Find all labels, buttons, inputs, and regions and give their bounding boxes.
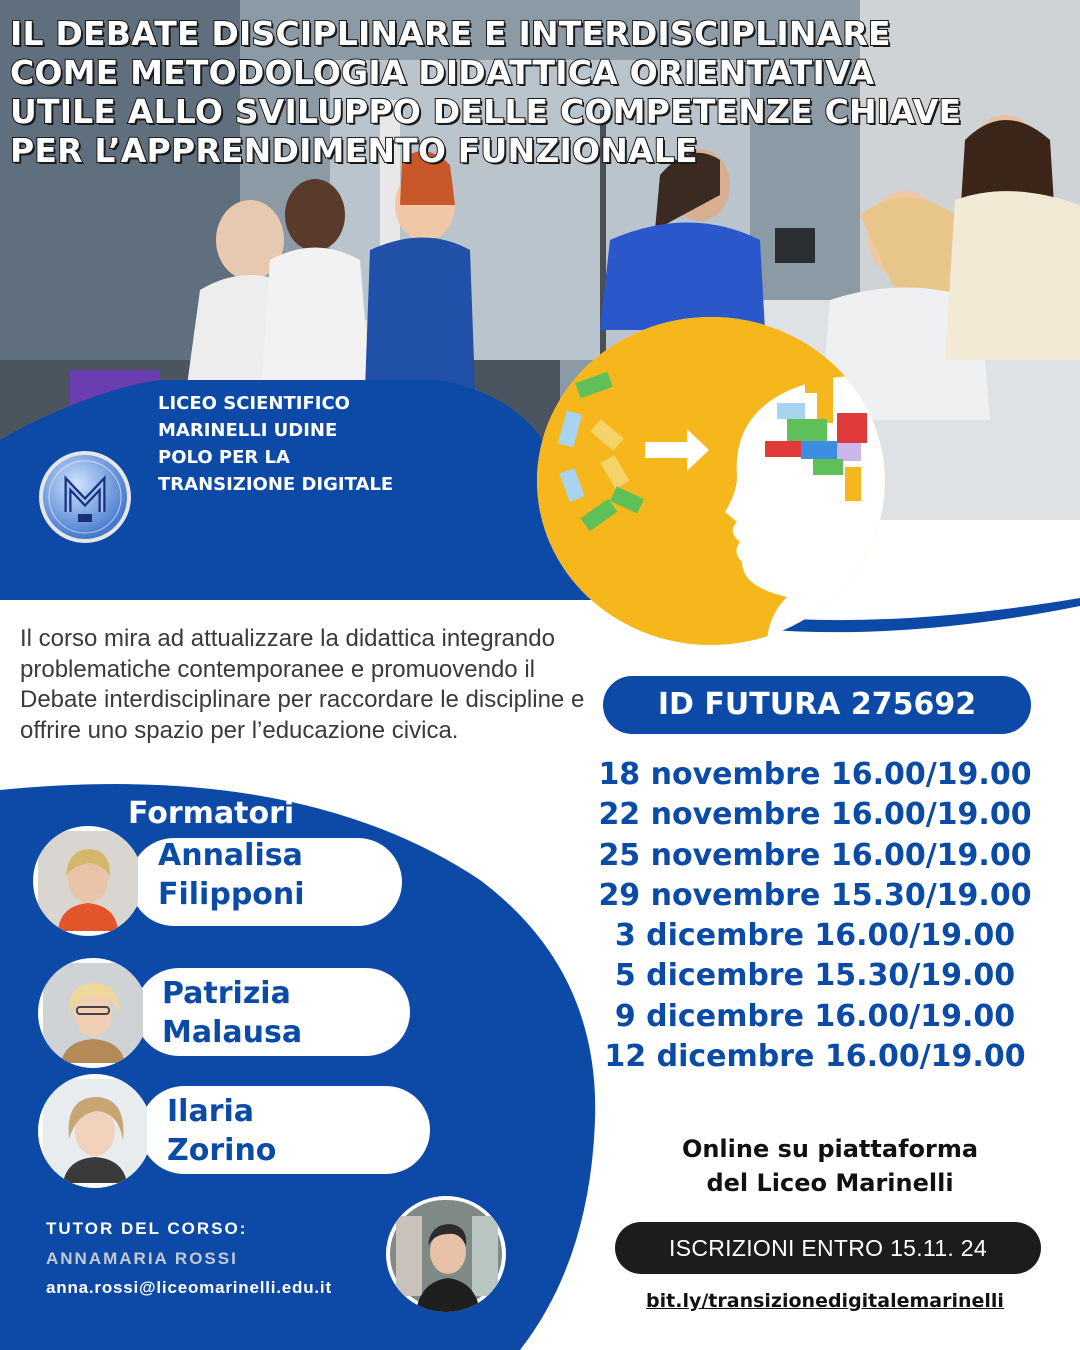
title-line: IL DEBATE DISCIPLINARE E INTERDISCIPLINARE	[10, 14, 891, 53]
school-logo-icon	[38, 450, 132, 544]
schedule-list	[585, 755, 1045, 1077]
trainers-heading: Formatori	[128, 796, 295, 831]
schedule-item: 18 novembre 16.00/19.00	[598, 757, 1032, 792]
trainer-photo-avatar	[33, 826, 143, 936]
id-futura-badge: ID FUTURA 275692	[603, 676, 1031, 734]
tutor-email-link[interactable]: anna.rossi@liceomarinelli.edu.it	[46, 1278, 332, 1297]
trainer-last-name: Malausa	[162, 1015, 303, 1050]
registration-link[interactable]: bit.ly/transizionedigitalemarinelli	[646, 1290, 1004, 1312]
schedule-item: 5 dicembre 15.30/19.00	[614, 958, 1016, 994]
school-line: TRANSIZIONE DIGITALE	[158, 474, 394, 495]
school-line: POLO PER LA	[158, 447, 290, 468]
trainer-photo-avatar	[38, 1074, 152, 1188]
registration-deadline-badge: ISCRIZIONI ENTRO 15.11. 24	[615, 1222, 1041, 1274]
schedule-item: 22 novembre 16.00/19.00	[598, 797, 1032, 833]
schedule-item: 25 novembre 16.00/19.00	[598, 837, 1032, 873]
school-line: LICEO SCIENTIFICO	[158, 393, 350, 414]
trainer-first-name: Ilaria	[167, 1094, 255, 1129]
trainer-last-name: Zorino	[167, 1133, 277, 1168]
online-platform-note	[640, 1132, 1020, 1200]
course-description: Il corso mira ad attualizzare la didattica integrando problematiche contemporanee e promuovendo il Debate interdisciplinare per raccordare le discipline e offrire uno spazio per l’educazione civica.	[20, 625, 585, 744]
schedule-item: 9 dicembre 16.00/19.00	[614, 998, 1016, 1034]
tutor-label: TUTOR DEL CORSO:	[46, 1219, 248, 1238]
trainer-photo-avatar	[38, 958, 148, 1068]
school-name	[158, 390, 458, 498]
online-line: del Liceo Marinelli	[706, 1169, 954, 1197]
school-line: MARINELLI UDINE	[158, 420, 338, 441]
schedule-item: 3 dicembre 16.00/19.00	[614, 918, 1016, 954]
title-line: COME METODOLOGIA DIDATTICA ORIENTATIVA	[10, 53, 875, 92]
tutor-photo-avatar	[386, 1196, 506, 1312]
title-line: UTILE ALLO SVILUPPO DELLE COMPETENZE CHIAVE	[10, 92, 962, 131]
trainer-first-name: Annalisa	[158, 838, 303, 873]
schedule-item: 29 novembre 15.30/19.00	[598, 877, 1032, 913]
trainer-name	[162, 974, 302, 1052]
tutor-name: ANNAMARIA ROSSI	[46, 1249, 238, 1268]
trainer-first-name: Patrizia	[162, 976, 291, 1011]
puzzle-head-illustration	[537, 317, 885, 645]
schedule-item: 12 dicembre 16.00/19.00	[604, 1039, 1026, 1075]
online-line: Online su piattaforma	[681, 1135, 979, 1163]
trainer-last-name: Filipponi	[158, 877, 305, 912]
trainer-name	[167, 1092, 276, 1170]
title-line: PER L’APPRENDIMENTO FUNZIONALE	[10, 131, 698, 170]
trainer-name	[158, 836, 305, 914]
